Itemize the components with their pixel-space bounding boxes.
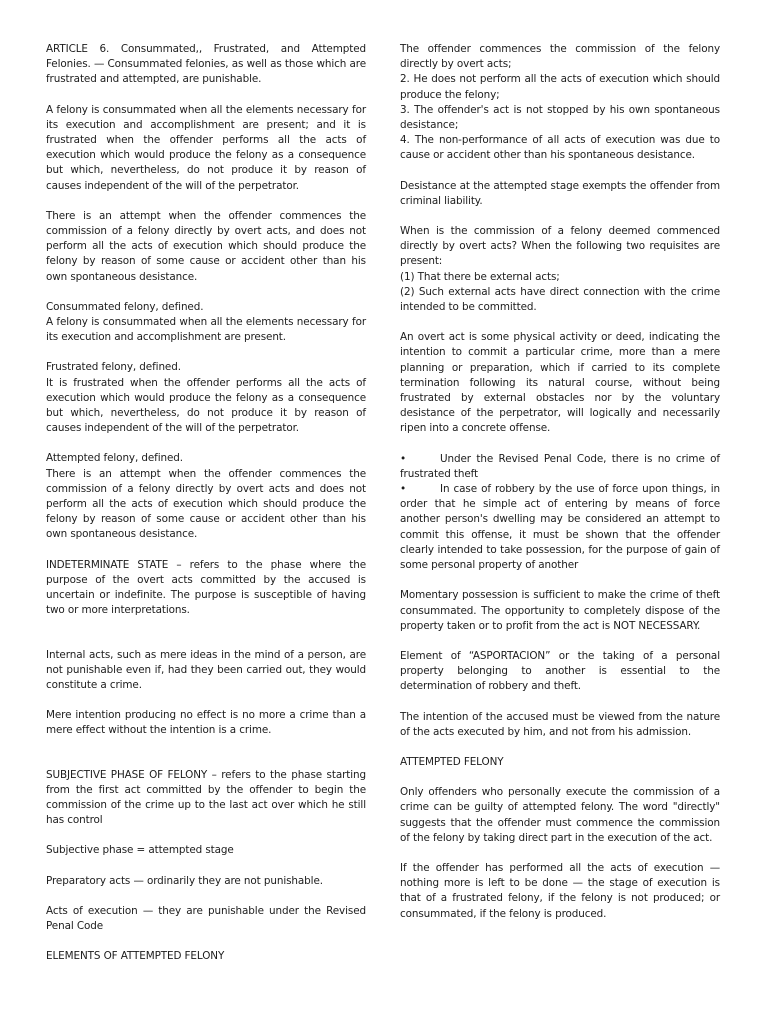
bullet-icon: •	[400, 483, 407, 496]
bullet-text: Under the Revised Penal Code, there is no crime of frustrated theft	[400, 452, 720, 480]
article-title: ARTICLE 6. Consummated,, Frustrated, and Attempted Felonies. — Consummated felonies, as well as those which are frustrated and attempted, are punishable.	[46, 43, 366, 86]
bullet-list	[400, 452, 720, 574]
attempted-felony-heading: ATTEMPTED FELONY	[400, 755, 504, 768]
indeterminate-state: INDETERMINATE STATE – refers to the phase where the purpose of the overt acts committed by the accused is uncertain or indefinite. The purpose is susceptible of having two or more interpretations.	[46, 558, 366, 617]
frustrated-text: It is frustrated when the offender performs all the acts of execution which would produce the felony as a consequence but which, nevertheless, do not produce it by reason of causes independent of the will of the perpetrator.	[46, 376, 366, 435]
elements-heading: ELEMENTS OF ATTEMPTED FELONY	[46, 950, 225, 963]
element-2: 2. He does not perform all the acts of execution which should produce the felony;	[400, 73, 720, 101]
requisite-2: (2) Such external acts have direct connection with the crime intended to be committed.	[400, 285, 720, 314]
consummated-heading: Consummated felony, defined.	[46, 300, 204, 313]
if-offender: If the offender has performed all the acts of execution — nothing more is left to be done — the stage of execution is that of a frustrated felony, if the felony is not produced; or consummated, if the felony is produced.	[400, 861, 720, 920]
element-1: The offender commences the commission of the felony directly by overt acts;	[400, 43, 720, 71]
requisites-block	[400, 224, 720, 315]
preparatory-acts: Preparatory acts — ordinarily they are not punishable.	[46, 874, 323, 887]
attempted-heading: Attempted felony, defined.	[46, 452, 183, 465]
elements-list	[400, 42, 720, 164]
requisite-1: (1) That there be external acts;	[400, 270, 560, 283]
bullet-item	[400, 452, 720, 482]
frustrated-definition	[46, 360, 366, 436]
only-offenders: Only offenders who personally execute the commission of a crime can be guilty of attempted felony. The word "directly" suggests that the offender must commence the commission of the felony by taking direct part in the execution of the act.	[400, 786, 720, 844]
attempted-definition	[46, 451, 366, 542]
desistance: Desistance at the attempted stage exempts the offender from criminal liability.	[400, 179, 720, 207]
mere-intention: Mere intention producing no effect is no more a crime than a mere effect without the intention is a crime.	[46, 709, 366, 737]
acts-of-execution: Acts of execution — they are punishable under the Revised Penal Code	[46, 904, 366, 932]
internal-acts: Internal acts, such as mere ideas in the mind of a person, are not punishable even if, had they been carried out, they would constitute a crime.	[46, 648, 366, 691]
consummated-paragraph: A felony is consummated when all the elements necessary for its execution and accomplishment are present; and it is frustrated when the offender performs all the acts of execution which would produce the felony as a consequence but which, nevertheless, do not produce it by reason of causes independent of the will of the perpetrator.	[46, 103, 366, 192]
momentary-possession: Momentary possession is sufficient to make the crime of theft consummated. The opportunity to completely dispose of the property taken or to profit from the act is NOT NECESSARY.	[400, 589, 720, 632]
element-4: 4. The non-performance of all acts of execution was due to cause or accident other than his spontaneous desistance.	[400, 134, 720, 162]
when-commenced: When is the commission of a felony deemed commenced directly by overt acts? When the following two requisites are present:	[400, 225, 720, 268]
element-3: 3. The offender's act is not stopped by his own spontaneous desistance;	[400, 103, 720, 132]
right-column	[400, 42, 720, 937]
consummated-text: A felony is consummated when all the elements necessary for its execution and accomplishment are present.	[46, 316, 366, 344]
attempted-text: There is an attempt when the offender commences the commission of a felony directly by overt acts and does not perform all the acts of execution which should produce the felony by reason of some cause or accident other than his own spontaneous desistance.	[46, 467, 366, 541]
subjective-equals: Subjective phase = attempted stage	[46, 844, 234, 857]
attempt-paragraph: There is an attempt when the offender commences the commission of a felony directly by overt acts, and does not perform all the acts of execution which should produce the felony by reason of some cause or accident other than his own spontaneous desistance.	[46, 209, 366, 283]
asportacion: Element of “ASPORTACION” or the taking of a personal property belonging to another is essential to the determination of robbery and theft.	[400, 649, 720, 693]
left-column	[46, 42, 366, 979]
intention-of-accused: The intention of the accused must be viewed from the nature of the acts executed by him, and not from his admission.	[400, 710, 720, 738]
frustrated-heading: Frustrated felony, defined.	[46, 361, 181, 374]
subjective-phase: SUBJECTIVE PHASE OF FELONY – refers to the phase starting from the first act committed by the offender to begin the commission of the crime up to the last act over which he still has control	[46, 768, 366, 827]
consummated-definition	[46, 300, 366, 346]
overt-act: An overt act is some physical activity or deed, indicating the intention to commit a particular crime, more than a mere planning or preparation, which if carried to its complete termination following its natural course, without being frustrated by external obstacles nor by the voluntary desistance of the perpetrator, will logically and necessarily ripen into a concrete offense.	[400, 331, 720, 435]
bullet-item	[400, 482, 720, 573]
bullet-text: In case of robbery by the use of force upon things, in order that he simple act of entering by means of force another person's dwelling may be considered an attempt to commit this offense, it must be shown that the offender clearly intended to take possession, for the purpose of gain of some personal property of another	[400, 483, 720, 572]
bullet-icon: •	[400, 452, 407, 465]
